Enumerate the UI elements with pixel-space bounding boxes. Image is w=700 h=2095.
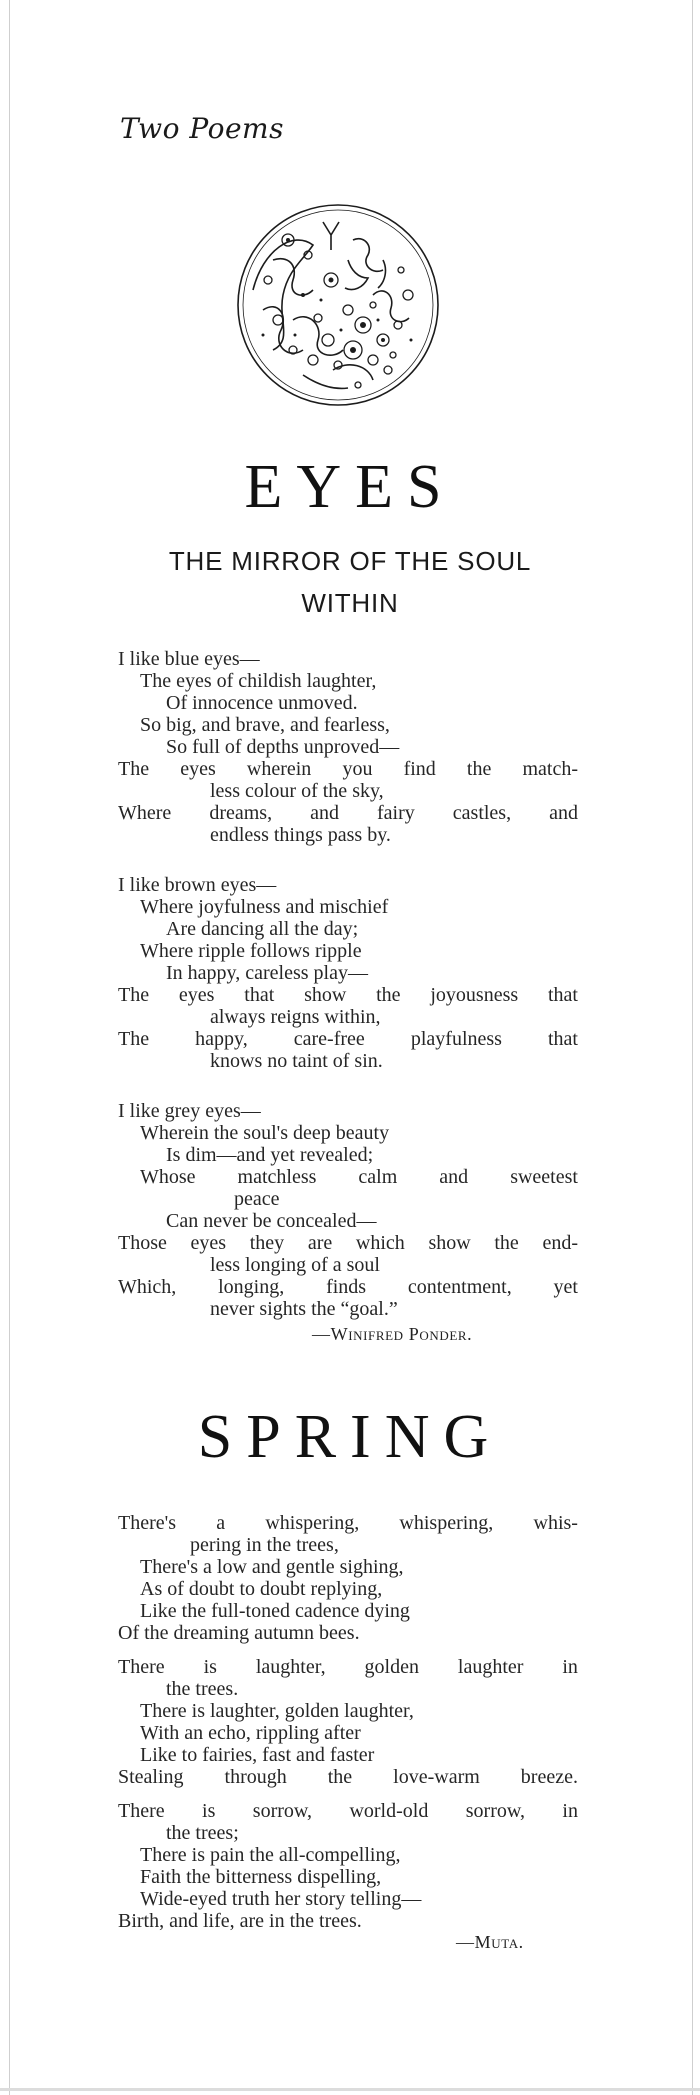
verse-line: I like brown eyes— <box>118 874 277 896</box>
verse-word: is <box>202 1800 216 1822</box>
verse-line <box>140 1166 578 1188</box>
verse-line: knows no taint of sin. <box>210 1050 383 1072</box>
verse-word: and <box>439 1166 469 1188</box>
verse-word: golden <box>364 1656 419 1678</box>
verse-word: playfulness <box>410 1028 502 1050</box>
verse-word: Those <box>118 1232 167 1254</box>
verse-word: The <box>118 984 150 1006</box>
verse-word: There <box>118 1800 165 1822</box>
verse-line <box>118 1800 578 1822</box>
ornamental-roundel-icon <box>233 200 443 410</box>
verse-line: the trees; <box>166 1822 239 1844</box>
verse-line <box>118 1028 578 1050</box>
eyes-subtitle-line-2: WITHIN <box>301 588 399 618</box>
verse-word: eyes <box>178 984 215 1006</box>
verse-word: fairy <box>377 802 415 824</box>
verse-line: There is pain the all-compelling, <box>140 1844 401 1866</box>
verse-line: less longing of a soul <box>210 1254 380 1276</box>
verse-word: love-warm <box>393 1766 480 1788</box>
verse-word: sorrow, <box>465 1800 525 1822</box>
verse-word: eyes <box>180 758 216 780</box>
verse-word: yet <box>553 1276 578 1298</box>
verse-word: the <box>494 1232 519 1254</box>
verse-word: wherein <box>246 758 312 780</box>
verse-line: pering in the trees, <box>190 1534 339 1556</box>
verse-line: The eyes of childish laughter, <box>140 670 377 692</box>
verse-word: that <box>547 1028 578 1050</box>
verse-line: Of innocence unmoved. <box>166 692 358 714</box>
verse-word: happy, <box>195 1028 248 1050</box>
verse-word: joyousness <box>430 984 519 1006</box>
verse-line: There is laughter, golden laughter, <box>140 1700 414 1722</box>
verse-word: laughter <box>457 1656 524 1678</box>
verse-line <box>118 802 578 824</box>
verse-word: and <box>549 802 578 824</box>
eyes-title: EYES <box>244 453 456 521</box>
left-rule <box>9 0 10 2095</box>
verse-line <box>118 1232 578 1254</box>
verse-line: Wherein the soul's deep beauty <box>140 1122 390 1144</box>
verse-line: endless things pass by. <box>210 824 391 846</box>
spring-title: SPRING <box>197 1403 503 1471</box>
verse-line: Like to fairies, fast and faster <box>140 1744 375 1766</box>
verse-word: castles, <box>452 802 512 824</box>
verse-word: world-old <box>349 1800 429 1822</box>
verse-word: end- <box>542 1232 578 1254</box>
verse-word: sorrow, <box>252 1800 313 1822</box>
verse-word: match- <box>522 758 578 780</box>
verse-line: Like the full-toned cadence dying <box>140 1600 410 1622</box>
verse-line: Where ripple follows ripple <box>140 940 362 962</box>
verse-word: that <box>244 984 275 1006</box>
verse-line: So full of depths unproved— <box>166 736 400 758</box>
verse-word: whispering, <box>399 1512 494 1534</box>
verse-line: With an echo, rippling after <box>140 1722 361 1744</box>
eyes-subtitle <box>100 540 600 624</box>
verse-word: they <box>249 1232 285 1254</box>
verse-word: Where <box>118 802 172 824</box>
verse-line <box>118 1512 578 1534</box>
verse-word: finds <box>326 1276 367 1298</box>
bottom-rule <box>0 2088 700 2091</box>
verse-line <box>118 1276 578 1298</box>
verse-word: care-free <box>293 1028 365 1050</box>
verse-word: There <box>118 1656 165 1678</box>
spring-signature: —Muta. <box>456 1932 524 1952</box>
verse-line: Of the dreaming autumn bees. <box>118 1622 360 1644</box>
verse-line: Are dancing all the day; <box>166 918 359 940</box>
verse-line: the trees. <box>166 1678 239 1700</box>
verse-line: Faith the bitterness dispelling, <box>140 1866 382 1888</box>
verse-line: There's a low and gentle sighing, <box>140 1556 404 1578</box>
verse-word: matchless <box>237 1166 317 1188</box>
verse-line: always reigns within, <box>210 1006 381 1028</box>
verse-line: I like blue eyes— <box>118 648 260 670</box>
verse-word: that <box>547 984 578 1006</box>
verse-line: never sights the “goal.” <box>210 1298 398 1320</box>
verse-word: whispering, <box>265 1512 360 1534</box>
verse-word: There's <box>118 1512 177 1534</box>
verse-line: As of doubt to doubt replying, <box>140 1578 383 1600</box>
verse-word: contentment, <box>407 1276 512 1298</box>
verse-word: find <box>403 758 436 780</box>
verse-word: sweetest <box>510 1166 578 1188</box>
verse-line <box>118 758 578 780</box>
verse-line: less colour of the sky, <box>210 780 384 802</box>
verse-word: the <box>466 758 492 780</box>
verse-word: The <box>118 758 150 780</box>
eyes-signature: —Winifred Ponder. <box>312 1324 473 1344</box>
verse-word: in <box>562 1656 578 1678</box>
eyes-subtitle-line-1: THE MIRROR OF THE SOUL <box>168 546 532 576</box>
verse-word: in <box>562 1800 578 1822</box>
verse-word: through <box>224 1766 287 1788</box>
section-title: Two Poems <box>120 112 284 145</box>
verse-word: you <box>342 758 373 780</box>
verse-word: is <box>203 1656 217 1678</box>
verse-word: are <box>307 1232 333 1254</box>
verse-word: Which, <box>118 1276 177 1298</box>
verse-line: Wide-eyed truth her story telling— <box>140 1888 422 1910</box>
verse-word: longing, <box>218 1276 285 1298</box>
verse-line <box>118 1766 578 1788</box>
verse-word: whis- <box>533 1512 578 1534</box>
verse-word: eyes <box>190 1232 227 1254</box>
right-rule <box>692 0 693 2095</box>
verse-word: The <box>118 1028 150 1050</box>
verse-word: the <box>376 984 401 1006</box>
verse-word: laughter, <box>255 1656 326 1678</box>
verse-word: Stealing <box>118 1766 184 1788</box>
verse-word: the <box>327 1766 353 1788</box>
verse-line: peace <box>234 1188 280 1210</box>
verse-line: Is dim—and yet revealed; <box>166 1144 374 1166</box>
verse-word: show <box>304 984 347 1006</box>
verse-line: Where joyfulness and mischief <box>140 896 389 918</box>
verse-line: Can never be concealed— <box>166 1210 377 1232</box>
verse-word: and <box>310 802 339 824</box>
verse-word: a <box>216 1512 226 1534</box>
verse-line: I like grey eyes— <box>118 1100 261 1122</box>
verse-word: show <box>428 1232 471 1254</box>
verse-word: which <box>355 1232 405 1254</box>
verse-line: Birth, and life, are in the trees. <box>118 1910 362 1932</box>
verse-word: breeze. <box>520 1766 578 1788</box>
verse-word: Whose <box>140 1166 196 1188</box>
verse-line: In happy, careless play— <box>166 962 368 984</box>
verse-line: So big, and brave, and fearless, <box>140 714 390 736</box>
verse-word: calm <box>358 1166 398 1188</box>
verse-line <box>118 1656 578 1678</box>
verse-word: dreams, <box>209 802 273 824</box>
verse-line <box>118 984 578 1006</box>
